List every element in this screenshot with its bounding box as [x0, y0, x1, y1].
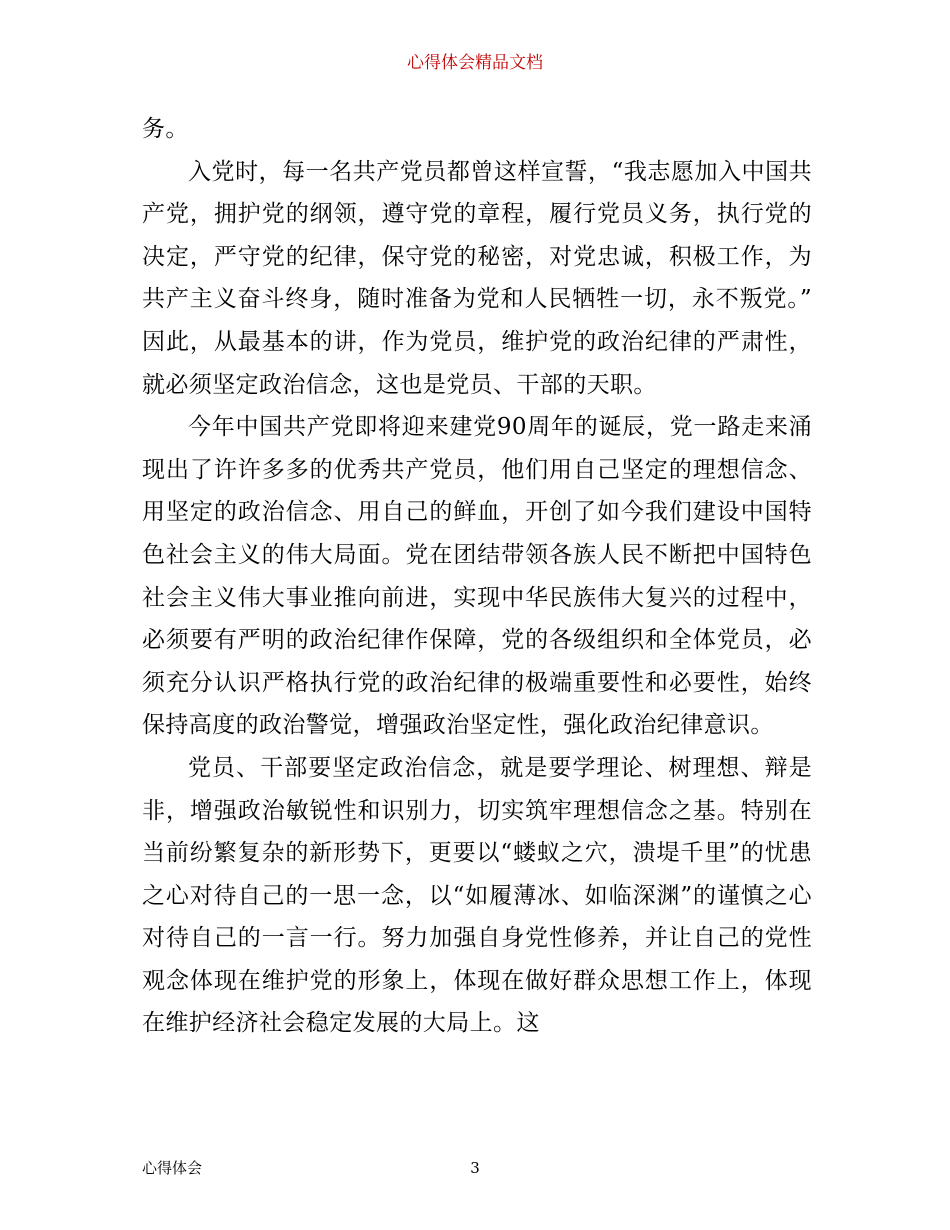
footer-label: 心得体会	[142, 1159, 203, 1177]
paragraph-oath: 入党时，每一名共产党员都曾这样宣誓，“我志愿加入中国共产党，拥护党的纲领，遵守党的章程，履行党员义务，执行党的决定，严守党的纪律，保守党的秘密，对党忠诚，积极工作，为共产主义奋斗终身，随时准备为党和人民牺牲一切，永不叛党。” 因此，从最基本的讲，作为党员，维护党的政治纪律的严肃性，就必须坚定政治信念，这也是党员、干部的天职。	[142, 158, 812, 398]
paragraph-anniversary: 今年中国共产党即将迎来建党90周年的诞辰，党一路走来涌现出了许许多多的优秀共产党员，他们用自己坚定的理想信念、用坚定的政治信念、用自己的鲜血，开创了如今我们建设中国特色社会主义的伟大局面。党在团结带领各族人民不断把中国特色社会主义伟大事业推向前进，实现中华民族伟大复兴的过程中，必须要有严明的政治纪律作保障，党的各级组织和全体党员，必须充分认识严格执行党的政治纪律的极端重要性和必要性，始终保持高度的政治警觉，增强政治坚定性，强化政治纪律意识。	[142, 414, 812, 739]
document-header-title: 心得体会精品文档	[407, 53, 543, 73]
paragraph-continuation: 务。	[142, 116, 189, 142]
document-body	[142, 108, 812, 1045]
page-number: 3	[470, 1159, 480, 1177]
paragraph-political-belief: 党员、干部要坚定政治信念，就是要学理论、树理想、辩是非，增强政治敏锐性和识别力，切实筑牢理想信念之基。特别在当前纷繁复杂的新形势下，更要以“蝼蚁之穴，溃堤千里”的忧患之心对待自己的一思一念，以“如履薄冰、如临深渊”的谨慎之心对待自己的一言一行。努力加强自身党性修养，并让自己的党性观念体现在维护党的形象上，体现在做好群众思想工作上，体现在维护经济社会稳定发展的大局上。这	[142, 754, 812, 1037]
